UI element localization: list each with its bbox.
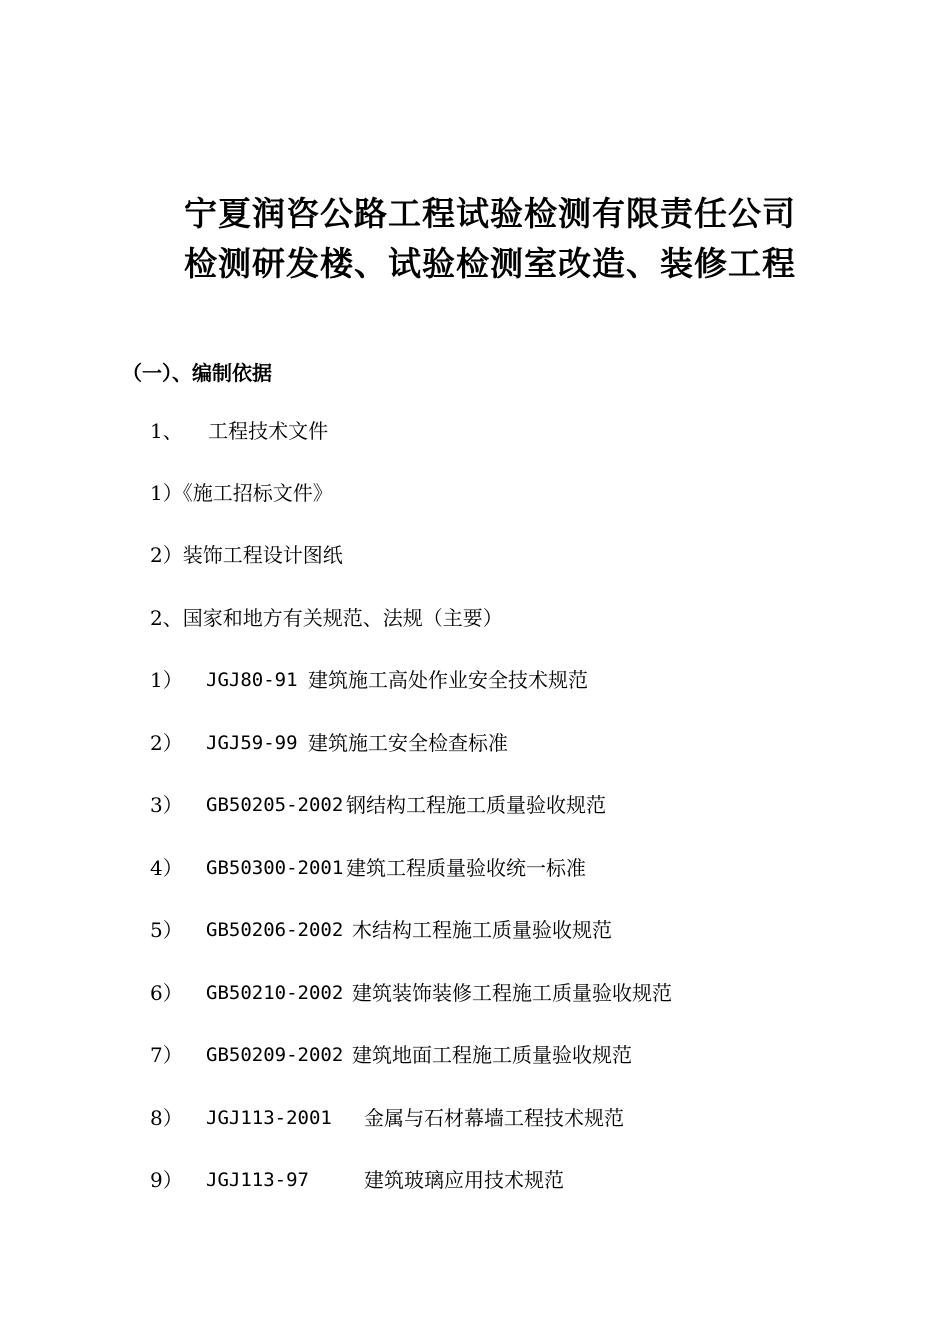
standard-number: 7）	[150, 1043, 183, 1067]
item-1-sub-2: 2）装饰工程设计图纸	[150, 543, 343, 567]
item-2: 2、国家和地方有关规范、法规（主要）	[150, 606, 503, 630]
standard-name: 金属与石材幕墙工程技术规范	[364, 1106, 624, 1130]
standard-code: JGJ59-99	[206, 732, 298, 754]
standard-number: 6）	[150, 981, 183, 1005]
standard-name: 木结构工程施工质量验收规范	[352, 918, 612, 942]
standard-code: GB50210-2002	[206, 982, 344, 1004]
item-1: 1、 工程技术文件	[150, 419, 329, 443]
section-heading: （一）、编制依据	[122, 361, 272, 385]
standard-code: JGJ80-91	[206, 669, 298, 691]
standard-code: GB50209-2002	[206, 1044, 344, 1066]
standard-name: 建筑装饰装修工程施工质量验收规范	[352, 981, 672, 1005]
standard-name: 钢结构工程施工质量验收规范	[346, 793, 606, 817]
standard-code: GB50206-2002	[206, 919, 344, 941]
standard-name: 建筑工程质量验收统一标准	[346, 856, 586, 880]
standard-code: JGJ113-97	[206, 1169, 309, 1191]
item-1-sub-1: 1）《施工招标文件》	[150, 481, 333, 505]
standard-name: 建筑施工安全检查标准	[308, 731, 508, 755]
title-line-2: 检测研发楼、试验检测室改造、装修工程	[184, 244, 796, 283]
standard-number: 4）	[150, 856, 183, 880]
standard-code: JGJ113-2001	[206, 1107, 332, 1129]
standard-name: 建筑施工高处作业安全技术规范	[308, 668, 588, 692]
standard-number: 3）	[150, 793, 183, 817]
standard-code: GB50205-2002	[206, 794, 344, 816]
standard-number: 2）	[150, 731, 183, 755]
standard-number: 1）	[150, 668, 183, 692]
title-line-1: 宁夏润咨公路工程试验检测有限责任公司	[184, 194, 796, 233]
standard-number: 5）	[150, 918, 183, 942]
standard-number: 8）	[150, 1106, 183, 1130]
standard-name: 建筑地面工程施工质量验收规范	[352, 1043, 632, 1067]
standard-number: 9）	[150, 1168, 183, 1192]
standard-code: GB50300-2001	[206, 857, 344, 879]
standard-name: 建筑玻璃应用技术规范	[364, 1168, 564, 1192]
